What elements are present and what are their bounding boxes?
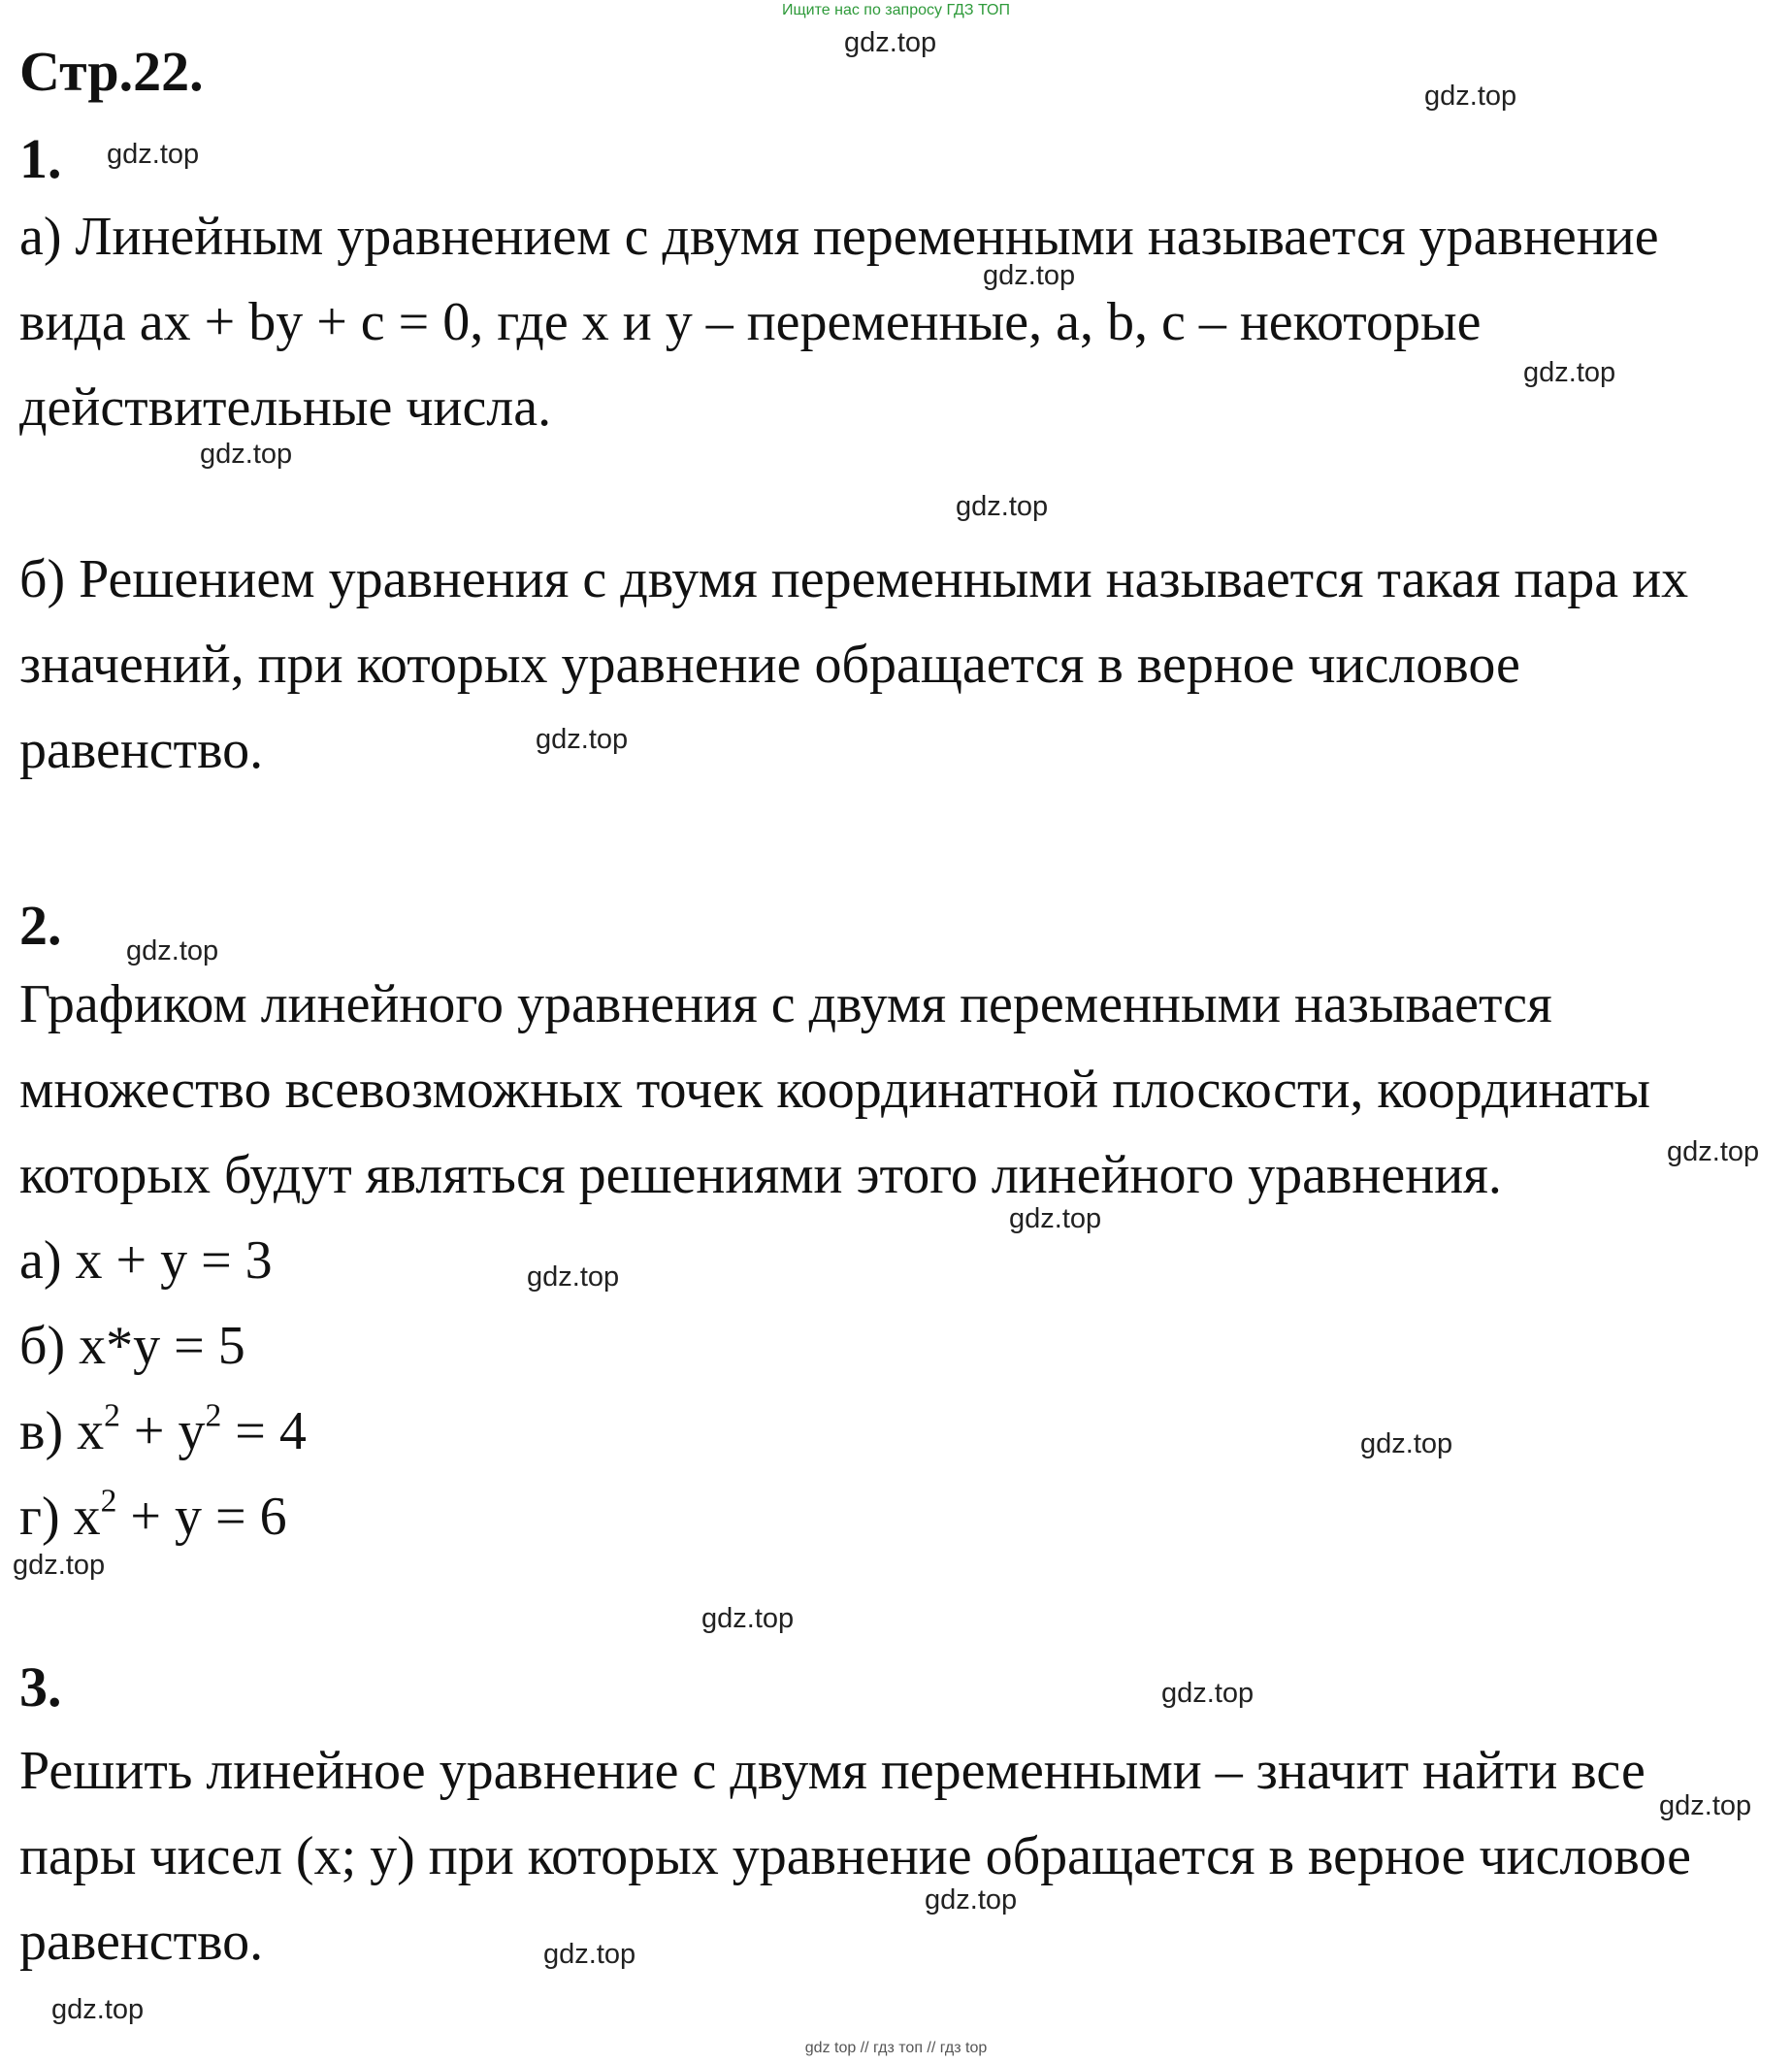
section-1b-line-1: б) Решением уравнения с двумя переменными называется такая пара их: [19, 549, 1689, 609]
equation-a: а) x + y = 3: [19, 1230, 273, 1291]
watermark: gdz.top: [107, 139, 200, 170]
watermark: gdz.top: [527, 1261, 620, 1293]
section-3-line-1: Решить линейное уравнение с двумя переменными – значит найти все: [19, 1741, 1645, 1801]
section-1a-line-3: действительные числа.: [19, 377, 552, 438]
watermark: gdz.top: [1161, 1678, 1254, 1709]
watermark: gdz.top: [51, 1994, 145, 2025]
section-2-line-2: множество всевозможных точек координатной плоскости, координаты: [19, 1060, 1650, 1120]
section-2-number: 2.: [19, 894, 62, 957]
watermark: gdz.top: [1360, 1428, 1453, 1459]
watermark: gdz.top: [1424, 81, 1517, 112]
section-1b-line-3: равенство.: [19, 720, 264, 780]
watermark: gdz.top: [200, 439, 293, 470]
watermark: gdz.top: [13, 1550, 106, 1581]
top-banner: Ищите нас по запросу ГДЗ ТОП: [782, 2, 1010, 18]
section-3-number: 3.: [19, 1655, 62, 1719]
equation-g: г) $x^2 + y = 6$: [19, 1483, 287, 1547]
watermark: gdz.top: [1523, 357, 1616, 388]
page-title: Стр.22.: [19, 40, 204, 103]
watermark: gdz.top: [983, 260, 1076, 291]
watermark: gdz.top: [925, 1884, 1018, 1916]
watermark: gdz.top: [701, 1603, 795, 1634]
section-1-number: 1.: [19, 127, 62, 190]
section-2-line-3: которых будут являться решениями этого линейного уравнения.: [19, 1145, 1502, 1205]
watermark: gdz.top: [956, 491, 1049, 522]
watermark: gdz.top: [543, 1939, 636, 1970]
equation-b: б) x*y = 5: [19, 1316, 245, 1376]
watermark: gdz.top: [536, 724, 629, 755]
watermark: gdz.top: [1009, 1203, 1102, 1234]
section-1a-line-1: а) Линейным уравнением с двумя переменными называется уравнение: [19, 207, 1659, 267]
watermark: gdz.top: [1667, 1136, 1760, 1167]
bottom-banner: gdz top // гдз топ // гдз top: [804, 2040, 988, 2056]
watermark: gdz.top: [126, 935, 219, 966]
watermark: gdz.top: [1659, 1790, 1752, 1821]
watermark: gdz.top: [844, 27, 937, 58]
section-3-line-3: равенство.: [19, 1912, 264, 1972]
equation-v: в) $x^2 + y^2 = 4$: [19, 1397, 307, 1461]
section-3-line-2: пары чисел (x; y) при которых уравнение обращается в верное числовое: [19, 1826, 1692, 1886]
section-2-line-1: Графиком линейного уравнения с двумя переменными называется: [19, 974, 1552, 1034]
section-1b-line-2: значений, при которых уравнение обращается в верное числовое: [19, 635, 1520, 695]
section-1a-line-2: вида ax + by + c = 0, где x и y – переменные, a, b, c – некоторые: [19, 292, 1482, 352]
